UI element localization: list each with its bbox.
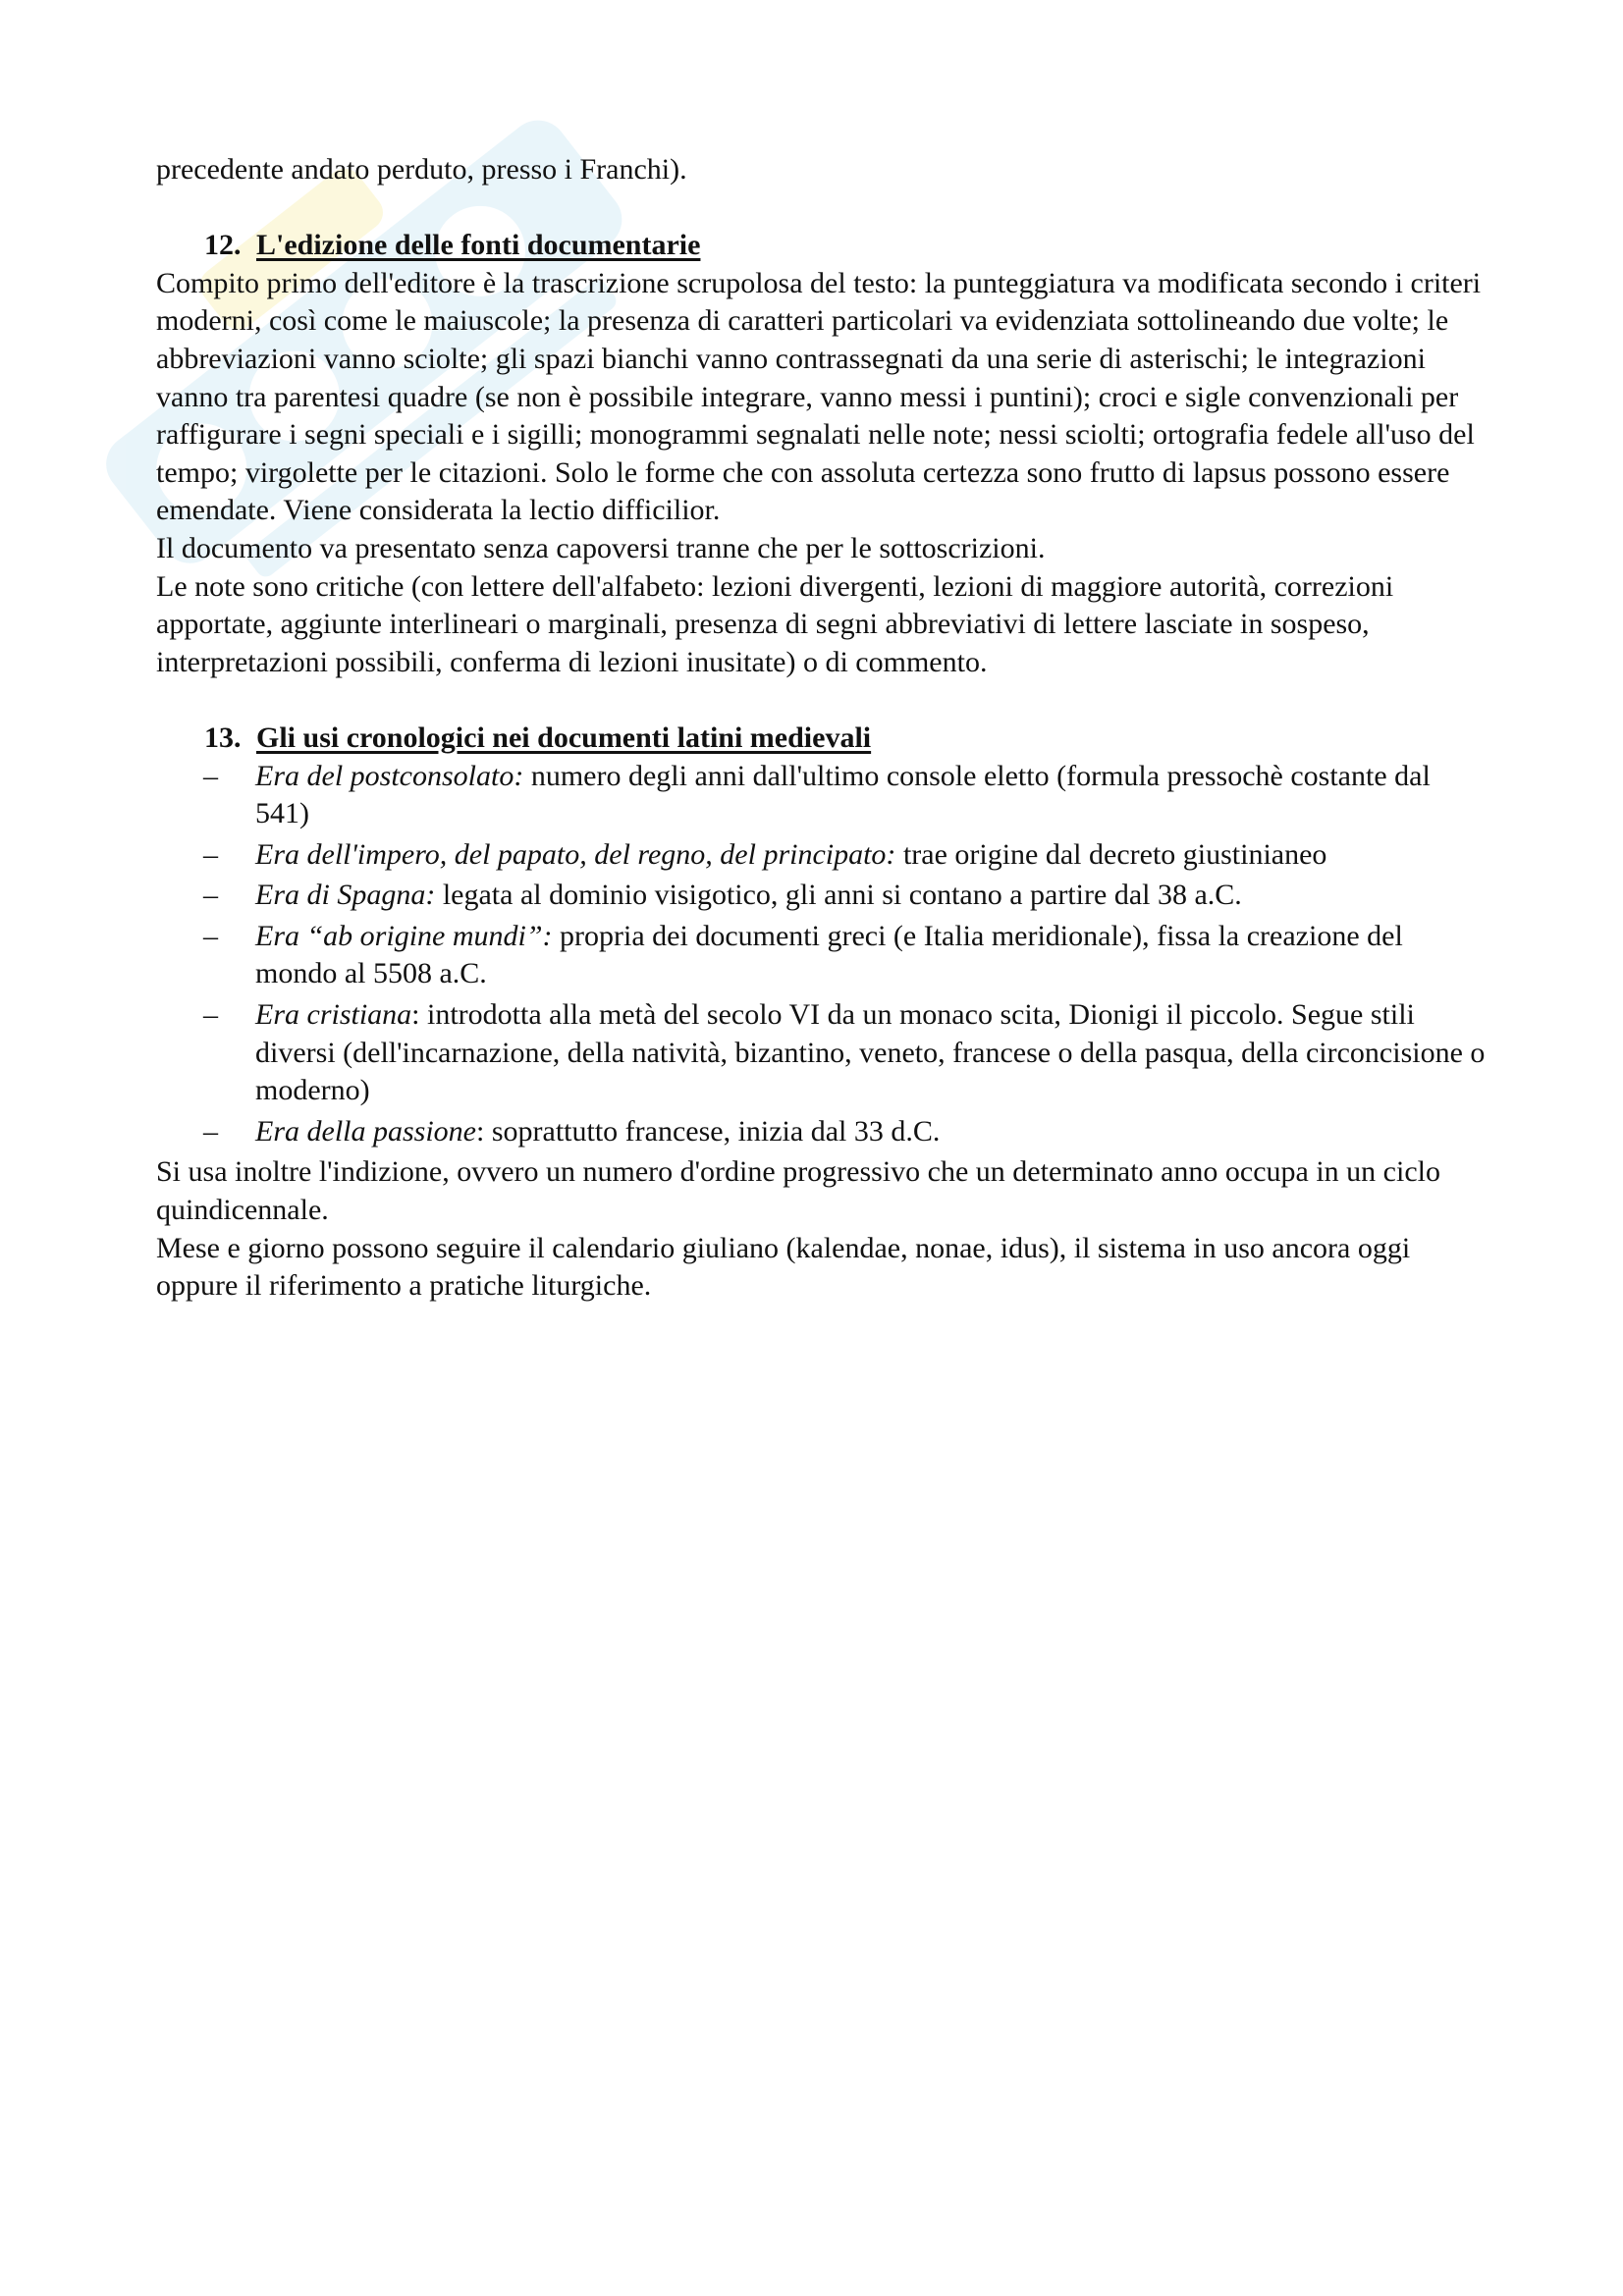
era-description: legata al dominio visigotico, gli anni si contano a partire dal 38 a.C. (435, 879, 1242, 912)
era-list (156, 758, 1491, 1151)
era-description: trae origine dal decreto giustinianeo (895, 837, 1327, 871)
era-term: Era cristiana (255, 998, 412, 1032)
era-term: Era dell'impero, del papato, del regno, del principato: (255, 837, 896, 871)
era-term: Era del postconsolato: (255, 759, 524, 792)
section-13-heading (156, 720, 1491, 758)
section-13-closing: Si usa inoltre l'indizione, ovvero un numero d'ordine progressivo che un determinato anno occupa in un ciclo quindicennale. (156, 1155, 1440, 1227)
spacer (156, 681, 1491, 720)
era-description: numero degli anni dall'ultimo console eletto (formula pressochè costante dal 541) (255, 759, 1431, 830)
list-item (156, 996, 1491, 1110)
list-item (156, 836, 1491, 875)
list-item (156, 877, 1491, 915)
dash-bullet: – (203, 919, 218, 952)
era-term: Era di Spagna: (255, 879, 436, 912)
intro-text: precedente andato perduto, presso i Franchi). (156, 153, 687, 186)
document-page (156, 151, 1491, 1306)
dash-bullet: – (203, 998, 218, 1032)
era-description: : soprattutto francese, inizia dal 33 d.C. (476, 1114, 941, 1148)
section-12-paragraph: Le note sono critiche (con lettere dell'alfabeto: lezioni divergenti, lezioni di maggiore autorità, correzioni apportate, aggiunte interlineari o marginali, presenza di segni abbreviativi di lettere lasciate in sospeso, interpretazioni possibili, conferma di lezioni inusitate) o di commento. (156, 569, 1394, 678)
dash-bullet: – (203, 1114, 218, 1148)
section-13-closing: Mese e giorno possono seguire il calendario giuliano (kalendae, nonae, idus), il sistema in uso ancora oggi oppure il riferimento a pratiche liturgiche. (156, 1231, 1411, 1303)
section-12-number: 12. (204, 229, 242, 262)
section-13-number: 13. (204, 721, 242, 754)
spacer (156, 189, 1491, 228)
list-item (156, 758, 1491, 833)
dash-bullet: – (203, 837, 218, 871)
era-term: Era della passione (255, 1114, 476, 1148)
dash-bullet: – (203, 759, 218, 792)
section-12-title: L'edizione delle fonti documentarie (256, 229, 701, 262)
era-description: : introdotta alla metà del secolo VI da un monaco scita, Dionigi il piccolo. Segue stili diversi (dell'incarnazione, della natività, bizantino, veneto, francese o della pasqua, della circoncisione o moderno) (255, 998, 1486, 1107)
section-12-heading (156, 227, 1491, 265)
list-item (156, 1113, 1491, 1151)
era-term: Era “ab origine mundi”: (255, 919, 553, 952)
dash-bullet: – (203, 879, 218, 912)
section-12-paragraph: Il documento va presentato senza capoversi tranne che per le sottoscrizioni. (156, 531, 1046, 564)
era-description: propria dei documenti greci (e Italia meridionale), fissa la creazione del mondo al 5508 a.C. (255, 919, 1403, 990)
section-13-title: Gli usi cronologici nei documenti latini medievali (256, 721, 872, 754)
section-12-paragraph: Compito primo dell'editore è la trascrizione scrupolosa del testo: la punteggiatura va modificata secondo i criteri moderni, così come le maiuscole; la presenza di caratteri particolari va evidenziata sottolineando due volte; le abbreviazioni vanno sciolte; gli spazi bianchi vanno contrassegnati da una serie di asterischi; le integrazioni vanno tra parentesi quadre (se non è possibile integrare, vanno messi i puntini); croci e sigle convenzionali per raffigurare i segni speciali e i sigilli; monogrammi segnalati nelle note; nessi sciolti; ortografia fedele all'uso del tempo; virgolette per le citazioni. Solo le forme che con assoluta certezza sono frutto di lapsus possono essere emendate. Viene considerata la lectio difficilior. (156, 266, 1482, 527)
list-item (156, 918, 1491, 993)
